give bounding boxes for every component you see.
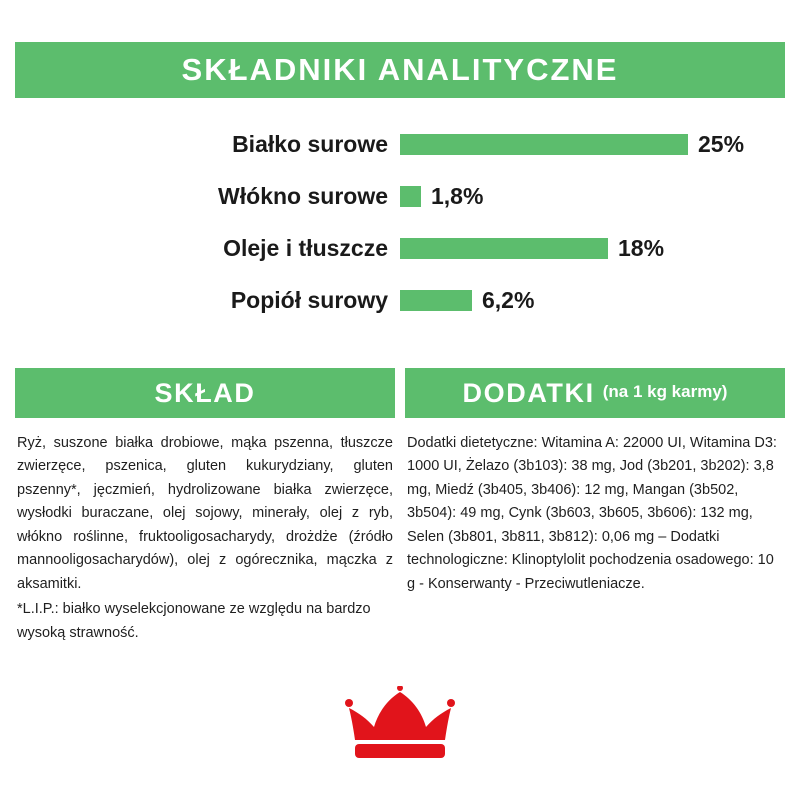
bar-value-label: 6,2% bbox=[482, 286, 535, 313]
additives-body bbox=[405, 418, 785, 596]
royal-canin-crown-logo bbox=[345, 686, 455, 764]
additives-header bbox=[405, 368, 785, 418]
bar-category-label: Włókno surowe bbox=[218, 182, 388, 209]
bar-track bbox=[400, 274, 785, 326]
bar-track bbox=[400, 222, 785, 274]
composition-footnote: *L.I.P.: białko wyselekcjonowane ze względu na bardzo wysoką strawność. bbox=[17, 601, 371, 641]
bar-value-label: 25% bbox=[698, 130, 745, 157]
chart-bar-row bbox=[15, 118, 785, 170]
bar-fill bbox=[400, 290, 472, 311]
additives-heading: DODATKI bbox=[462, 377, 595, 408]
chart-bar-row bbox=[15, 274, 785, 326]
bar-track bbox=[400, 118, 785, 170]
analytical-constituents-header bbox=[15, 42, 785, 98]
bar-value-label: 1,8% bbox=[431, 182, 484, 209]
bar-track bbox=[400, 170, 785, 222]
bar-category-label: Oleje i tłuszcze bbox=[223, 234, 388, 261]
additives-panel bbox=[405, 368, 785, 645]
bar-value-label: 18% bbox=[618, 234, 665, 261]
page-title: SKŁADNIKI ANALITYCZNE bbox=[181, 52, 619, 87]
composition-panel bbox=[15, 368, 395, 645]
composition-header bbox=[15, 368, 395, 418]
additives-text: Dodatki dietetyczne: Witamina A: 22000 UI, Witamina D3: 1000 UI, Żelazo (3b103): 38 mg, Jod (3b201, 3b202): 3,8 mg, Miedź (3b405, 3b406): 12 mg, Mangan (3b502, 3b504): 49 mg, Cynk (3b603, 3b605, 3b606): 132 mg, Selen (3b801, 3b811, 3b812): 0,06 mg – Dodatki technologiczne: Klinoptylolit pochodzenia osadowego: 10 g - Konserwanty - Przeciwutleniacze. bbox=[407, 435, 777, 592]
composition-text: Ryż, suszone białka drobiowe, mąka pszenna, tłuszcze zwierzęce, pszenica, gluten kukurydziany, gluten pszenny*, jęczmień, hydrolizowane białka zwierzęce, wysłodki buraczane, olej sojowy, minerały, olej z ryb, włókno roślinne, fruktooligosacharydy, drożdże (źródło mannooligosacharydów), olej z ogórecznika, mączka z aksamitki. bbox=[17, 435, 393, 592]
bar-category-label: Popiół surowy bbox=[230, 286, 388, 313]
chart-bar-row bbox=[15, 170, 785, 222]
info-panels bbox=[15, 368, 785, 645]
bar-category-label: Białko surowe bbox=[232, 130, 388, 157]
composition-heading: SKŁAD bbox=[154, 377, 256, 408]
chart-bar-row bbox=[15, 222, 785, 274]
composition-body bbox=[15, 418, 395, 645]
additives-subheading: (na 1 kg karmy) bbox=[602, 382, 728, 401]
analytical-constituents-chart bbox=[15, 118, 785, 333]
bar-fill bbox=[400, 186, 421, 207]
bar-fill bbox=[400, 238, 608, 259]
bar-fill bbox=[400, 134, 688, 155]
